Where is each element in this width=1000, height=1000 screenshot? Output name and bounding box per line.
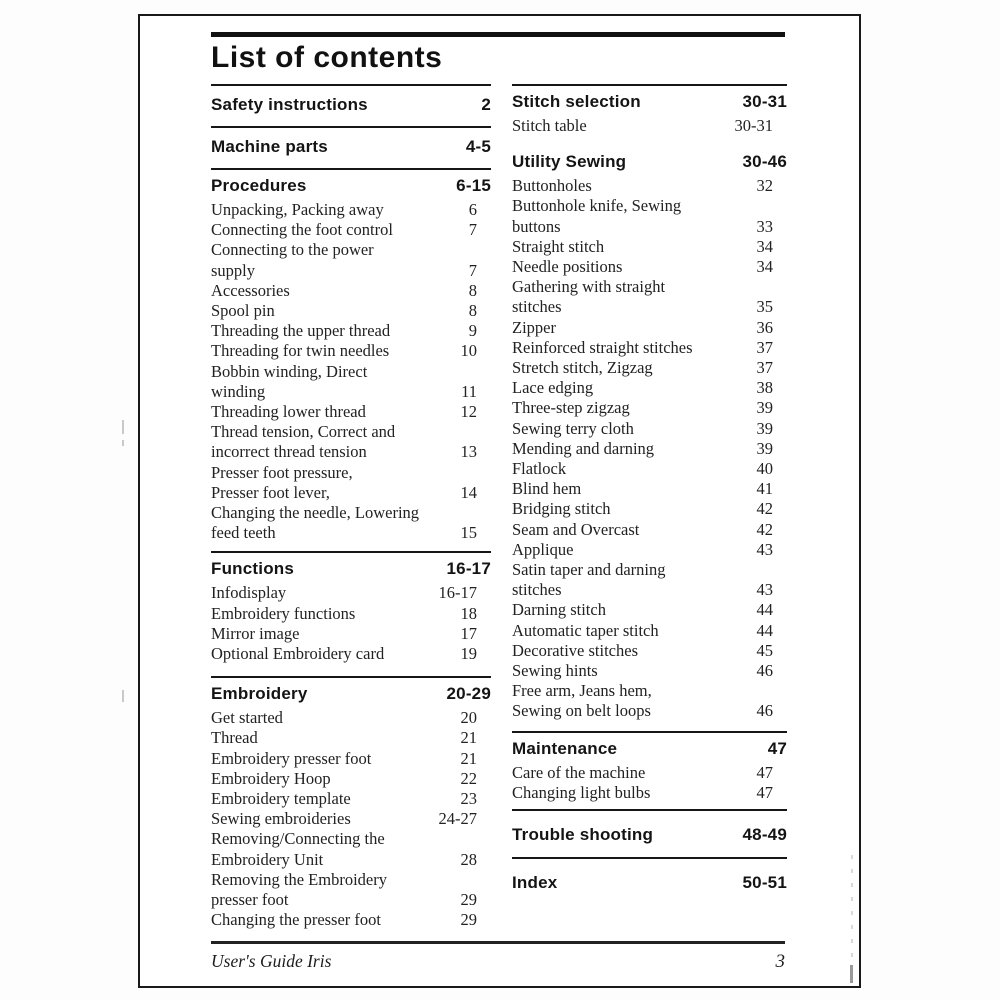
entry-title: Applique: [512, 539, 574, 559]
entry-page: 39: [756, 398, 773, 418]
section-title: Safety instructions: [211, 95, 368, 114]
toc-entry: [512, 580, 787, 600]
section-title: Stitch selection: [512, 92, 641, 111]
entry-page: 24-27: [438, 809, 477, 829]
toc-entry: [512, 297, 787, 317]
entry-title: stitches: [512, 297, 562, 317]
toc-section: [211, 168, 491, 551]
section-title: Machine parts: [211, 137, 328, 156]
entry-title: Straight stitch: [512, 236, 605, 256]
entry-title: Infodisplay: [211, 583, 287, 603]
entry-title: Gathering with straight: [512, 277, 666, 297]
toc-entry: [512, 439, 787, 459]
toc-entry: [211, 382, 491, 402]
entry-page: 34: [756, 257, 773, 277]
entry-page: 14: [460, 482, 477, 502]
toc-entry: [512, 217, 787, 237]
entry-title: Removing the Embroidery: [211, 869, 387, 889]
entry-title: Satin taper and darning: [512, 560, 666, 580]
entry-title: Three-step zigzag: [512, 398, 630, 418]
section-heading: [512, 150, 787, 174]
toc-entry: [211, 870, 491, 890]
toc-entry: [211, 728, 491, 748]
entry-page: 21: [460, 748, 477, 768]
entry-title: Reinforced straight stitches: [512, 337, 693, 357]
entry-title: Connecting to the power: [211, 240, 374, 260]
entry-page: 39: [756, 438, 773, 458]
page-footer: [211, 941, 785, 973]
toc-entry: [211, 503, 491, 523]
entry-title: incorrect thread tension: [211, 442, 367, 462]
section-heading: [512, 90, 787, 114]
toc-entry: [512, 459, 787, 479]
entry-page: 40: [756, 459, 773, 479]
entry-page: 43: [756, 580, 773, 600]
entry-title: Flatlock: [512, 459, 567, 479]
section-title: Embroidery: [211, 684, 308, 704]
section-entries: [512, 176, 787, 721]
entry-title: Threading the upper thread: [211, 321, 391, 341]
toc-column-left: [211, 84, 491, 931]
entry-page: 41: [756, 479, 773, 499]
toc-section: [211, 676, 491, 930]
toc-entry: [512, 398, 787, 418]
entry-title: supply: [211, 260, 256, 280]
toc-entry: [211, 910, 491, 930]
toc-entry: [512, 661, 787, 681]
entry-title: Darning stitch: [512, 600, 606, 620]
page-title-block: [211, 32, 785, 75]
entry-page: 29: [460, 890, 477, 910]
section-entries: [512, 763, 787, 803]
section-heading: [211, 135, 491, 159]
toc-entry: [512, 318, 787, 338]
scan-artifact: [122, 440, 124, 446]
toc-column-right: [512, 84, 787, 895]
toc-entry: [512, 783, 787, 803]
toc-entry: [211, 200, 491, 220]
toc-entry: [211, 749, 491, 769]
toc-entry: [211, 463, 491, 483]
entry-title: Accessories: [211, 280, 290, 300]
entry-title: Embroidery Hoop: [211, 768, 331, 788]
section-pages: 2: [481, 95, 491, 114]
entry-title: presser foot: [211, 890, 289, 910]
entry-page: 19: [460, 644, 477, 664]
scan-artifact: [122, 690, 124, 702]
entry-page: 21: [460, 728, 477, 748]
entry-title: Needle positions: [512, 257, 623, 277]
section-pages: 30-46: [742, 152, 787, 172]
entry-title: Automatic taper stitch: [512, 620, 659, 640]
section-entries: [211, 200, 491, 543]
entry-title: Mirror image: [211, 623, 300, 643]
toc-entry: [211, 583, 491, 603]
entry-title: Spool pin: [211, 301, 275, 321]
section-pages: 30-31: [742, 92, 787, 111]
entry-title: Embroidery functions: [211, 603, 356, 623]
entry-title: feed teeth: [211, 523, 276, 543]
entry-title: Sewing terry cloth: [512, 418, 634, 438]
toc-entry: [211, 708, 491, 728]
page-title: List of contents: [211, 41, 443, 74]
section-title: Maintenance: [512, 738, 618, 758]
section-pages: 20-29: [446, 684, 491, 704]
toc-section: [211, 551, 491, 676]
entry-title: Changing the presser foot: [211, 910, 382, 930]
entry-title: Decorative stitches: [512, 640, 638, 660]
entry-title: Threading for twin needles: [211, 341, 390, 361]
entry-title: Stitch table: [512, 116, 587, 135]
toc-entry: [211, 483, 491, 503]
section-pages: 4-5: [465, 137, 491, 156]
toc-entry: [211, 220, 491, 240]
entry-title: Thread tension, Correct and: [211, 422, 396, 442]
entry-page: 7: [468, 260, 477, 280]
entry-page: 35: [756, 297, 773, 317]
entry-title: Care of the machine: [512, 762, 646, 782]
entry-page: 7: [468, 220, 477, 240]
entry-page: 36: [756, 317, 773, 337]
entry-title: Changing light bulbs: [512, 782, 651, 802]
section-title: Functions: [211, 559, 295, 579]
entry-title: Stretch stitch, Zigzag: [512, 358, 653, 378]
entry-title: Connecting the foot control: [211, 220, 393, 240]
entry-title: Embroidery presser foot: [211, 748, 372, 768]
section-title: Trouble shooting: [512, 825, 654, 845]
section-pages: 6-15: [456, 176, 491, 195]
toc-entry: [211, 850, 491, 870]
entry-title: Unpacking, Packing away: [211, 200, 384, 219]
entry-title: Mending and darning: [512, 438, 655, 458]
entry-title: Embroidery Unit: [211, 849, 324, 869]
scan-artifact: [122, 420, 124, 434]
toc-entry: [211, 442, 491, 462]
entry-title: Changing the needle, Lowering: [211, 503, 420, 523]
section-title: Procedures: [211, 176, 307, 195]
entry-page: 44: [756, 600, 773, 620]
toc-entry: [211, 789, 491, 809]
toc-section: [211, 126, 491, 168]
entry-title: Bridging stitch: [512, 499, 611, 519]
scan-artifact: [851, 855, 853, 967]
entry-page: 46: [756, 661, 773, 681]
section-entries: [211, 708, 491, 930]
entry-page: 32: [756, 176, 773, 196]
entry-page: 10: [460, 341, 477, 361]
toc-entry: [512, 600, 787, 620]
entry-page: 34: [756, 236, 773, 256]
entry-title: Sewing on belt loops: [512, 701, 651, 721]
toc-entry: [512, 419, 787, 439]
toc-entry: [512, 540, 787, 560]
section-pages: 47: [767, 738, 787, 758]
toc-entry: [211, 769, 491, 789]
section-entries: [512, 116, 787, 136]
entry-page: 15: [460, 523, 477, 543]
entry-title: Embroidery template: [211, 789, 351, 809]
toc-entry: [211, 240, 491, 260]
section-pages: 16-17: [446, 559, 491, 579]
toc-entry: [512, 479, 787, 499]
entry-page: 18: [460, 603, 477, 623]
toc-section: [512, 857, 787, 895]
section-pages: 48-49: [742, 825, 787, 845]
entry-title: Free arm, Jeans hem,: [512, 681, 652, 701]
entry-page: 8: [468, 301, 477, 321]
entry-title: Buttonhole knife, Sewing: [512, 196, 682, 216]
entry-page: 47: [756, 762, 773, 782]
toc-entry: [211, 281, 491, 301]
toc-entry: [512, 176, 787, 196]
entry-title: stitches: [512, 580, 562, 600]
section-heading: [512, 737, 787, 761]
entry-title: Lace edging: [512, 378, 594, 398]
entry-page: 44: [756, 620, 773, 640]
entry-page: 22: [460, 768, 477, 788]
entry-page: 20: [460, 708, 477, 728]
entry-title: Buttonholes: [512, 176, 592, 196]
entry-page: 43: [756, 539, 773, 559]
toc-entry: [512, 641, 787, 661]
footer-title: User's Guide Iris: [211, 951, 332, 971]
entry-page: 47: [756, 782, 773, 802]
toc-entry: [512, 701, 787, 721]
toc-entry: [211, 362, 491, 382]
toc-entry: [211, 402, 491, 422]
entry-title: winding: [211, 381, 266, 401]
entry-page: 28: [460, 849, 477, 869]
entry-title: Threading lower thread: [211, 402, 366, 422]
entry-title: Sewing embroideries: [211, 809, 351, 829]
section-heading: [512, 871, 787, 895]
toc-entry: [512, 499, 787, 519]
toc-entry: [512, 237, 787, 257]
section-heading: [211, 557, 491, 581]
toc-entry: [211, 321, 491, 341]
toc-entry: [512, 763, 787, 783]
entry-page: 16-17: [438, 583, 477, 603]
entry-page: 17: [460, 623, 477, 643]
toc-entry: [512, 338, 787, 358]
toc-entry: [211, 890, 491, 910]
entry-page: 39: [756, 418, 773, 438]
toc-section: [512, 150, 787, 730]
section-heading: [211, 682, 491, 706]
entry-page: 6: [468, 200, 477, 219]
section-heading: [512, 823, 787, 847]
toc-entry: [211, 422, 491, 442]
entry-page: 8: [468, 280, 477, 300]
toc-entry: [512, 196, 787, 216]
toc-entry: [512, 358, 787, 378]
section-title: Utility Sewing: [512, 152, 627, 172]
entry-title: Sewing hints: [512, 661, 598, 681]
section-heading: [211, 174, 491, 198]
entry-title: Get started: [211, 708, 283, 728]
toc-entry: [211, 644, 491, 664]
toc-entry: [512, 277, 787, 297]
entry-page: 37: [756, 337, 773, 357]
section-title: Index: [512, 873, 558, 893]
entry-title: Bobbin winding, Direct: [211, 361, 368, 381]
entry-page: 37: [756, 358, 773, 378]
toc-section: [211, 84, 491, 126]
toc-entry: [211, 523, 491, 543]
toc-entry: [512, 257, 787, 277]
entry-page: 29: [460, 910, 477, 930]
entry-title: Presser foot pressure,: [211, 462, 353, 482]
entry-page: 9: [468, 321, 477, 341]
section-pages: 50-51: [742, 873, 787, 893]
entry-page: 42: [756, 499, 773, 519]
entry-page: 30-31: [734, 116, 773, 135]
entry-title: buttons: [512, 216, 561, 236]
toc-entry: [211, 624, 491, 644]
entry-title: Seam and Overcast: [512, 519, 640, 539]
entry-page: 45: [756, 640, 773, 660]
entry-page: 42: [756, 519, 773, 539]
entry-title: Thread: [211, 728, 258, 748]
toc-entry: [512, 621, 787, 641]
toc-entry: [211, 809, 491, 829]
entry-title: Optional Embroidery card: [211, 644, 385, 664]
toc-entry: [211, 261, 491, 281]
entry-page: 33: [756, 216, 773, 236]
toc-entry: [512, 560, 787, 580]
toc-entry: [211, 604, 491, 624]
entry-page: 12: [460, 402, 477, 422]
entry-title: Removing/Connecting the: [211, 829, 385, 849]
entry-page: 46: [756, 701, 773, 721]
entry-page: 23: [460, 789, 477, 809]
entry-page: 38: [756, 378, 773, 398]
toc-entry: [211, 829, 491, 849]
toc-entry: [512, 378, 787, 398]
entry-page: 11: [461, 381, 477, 401]
toc-entry: [512, 520, 787, 540]
entry-title: Blind hem: [512, 479, 582, 499]
scan-artifact: [850, 965, 853, 983]
section-entries: [211, 583, 491, 664]
toc-section: [512, 731, 787, 809]
toc-entry: [211, 341, 491, 361]
footer-page-number: 3: [775, 951, 785, 972]
entry-page: 13: [460, 442, 477, 462]
section-heading: [211, 93, 491, 117]
toc-entry: [512, 116, 787, 136]
entry-title: Presser foot lever,: [211, 482, 330, 502]
toc-section: [512, 84, 787, 136]
entry-title: Zipper: [512, 317, 556, 337]
toc-section: [512, 809, 787, 857]
toc-entry: [512, 681, 787, 701]
toc-entry: [211, 301, 491, 321]
